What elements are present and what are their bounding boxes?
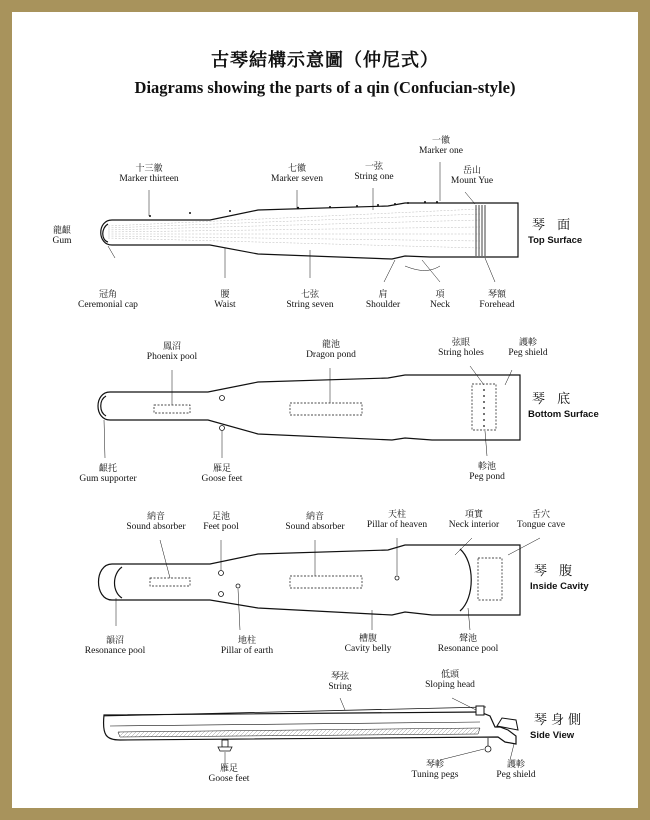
label-zh: 雁足 bbox=[212, 464, 232, 474]
label-tuning-pegs bbox=[412, 760, 459, 781]
label-en: Mount Yue bbox=[450, 176, 494, 187]
inside-cavity-outline bbox=[99, 545, 521, 615]
title-english: Diagrams showing the parts of a qin (Confucian-style) bbox=[134, 78, 516, 97]
label-zh: 聲池 bbox=[458, 634, 478, 644]
section-side-view bbox=[530, 713, 585, 742]
section-bottom-surface bbox=[528, 392, 599, 421]
label-waist bbox=[214, 290, 235, 311]
label-resonance-pool-1 bbox=[85, 636, 145, 657]
label-zh: 冠角 bbox=[98, 290, 118, 300]
label-zh: 齦托 bbox=[98, 464, 118, 474]
label-en: Pillar of earth bbox=[220, 646, 274, 657]
label-zh: 弦眼 bbox=[451, 338, 470, 348]
label-pillar-heaven bbox=[367, 510, 427, 531]
label-en: Peg pond bbox=[469, 472, 505, 483]
label-en: Shoulder bbox=[365, 300, 401, 311]
label-dragon-pond bbox=[306, 340, 356, 361]
label-string-holes bbox=[438, 338, 484, 359]
label-neck-interior bbox=[449, 510, 499, 531]
label-en: Cavity belly bbox=[344, 644, 392, 655]
label-en: String seven bbox=[286, 300, 334, 311]
inside-pillars bbox=[219, 571, 400, 597]
label-en: String holes bbox=[438, 348, 484, 359]
label-zh: 鳳沼 bbox=[162, 342, 181, 352]
label-en: String one bbox=[354, 172, 394, 183]
label-zh: 韻沼 bbox=[105, 636, 125, 646]
bottom-string-holes bbox=[483, 389, 485, 427]
bottom-leader-lines bbox=[104, 366, 512, 458]
label-zh: 護軫 bbox=[506, 760, 526, 770]
label-zh: 七弦 bbox=[300, 290, 320, 300]
label-zh: 七徽 bbox=[287, 164, 306, 174]
label-zh: 軫池 bbox=[477, 462, 496, 472]
label-en: Gum supporter bbox=[79, 474, 137, 485]
label-cavity-belly bbox=[345, 634, 392, 655]
label-string bbox=[328, 672, 351, 693]
label-en: Pillar of heaven bbox=[366, 520, 428, 531]
label-en: Sound absorber bbox=[126, 522, 186, 533]
section-inside-en: Inside Cavity bbox=[530, 580, 589, 592]
section-top-surface bbox=[528, 218, 582, 247]
label-pillar-earth bbox=[221, 636, 273, 657]
label-en: Neck bbox=[429, 300, 451, 311]
label-goose-feet-side bbox=[209, 764, 250, 785]
label-peg-shield-side bbox=[496, 760, 535, 781]
section-side-zh: 琴身側 bbox=[534, 713, 586, 728]
label-en: Feet pool bbox=[203, 522, 239, 533]
label-zh: 舌穴 bbox=[531, 510, 551, 520]
label-zh: 納音 bbox=[305, 512, 324, 522]
bottom-surface-features bbox=[154, 384, 496, 430]
label-phoenix-pool bbox=[147, 342, 197, 363]
section-bottom-en: Bottom Surface bbox=[528, 408, 599, 420]
label-zh: 琴弦 bbox=[330, 672, 350, 682]
label-en: Gum bbox=[52, 236, 72, 247]
label-zh: 項 bbox=[435, 290, 445, 300]
label-zh: 足池 bbox=[211, 512, 230, 522]
label-en: Resonance pool bbox=[437, 644, 499, 655]
section-top-zh: 琴 面 bbox=[532, 218, 575, 233]
top-surface-outline bbox=[101, 203, 518, 259]
label-marker-one bbox=[419, 136, 463, 157]
label-peg-shield-bottom bbox=[508, 338, 547, 359]
label-zh: 低頭 bbox=[440, 670, 459, 680]
label-zh: 琴軫 bbox=[425, 760, 444, 770]
label-en: Goose feet bbox=[208, 774, 250, 785]
side-view-pegs bbox=[218, 738, 491, 752]
label-zh: 龍池 bbox=[321, 340, 340, 350]
label-forehead bbox=[479, 290, 514, 311]
label-neck bbox=[430, 290, 450, 311]
top-surface-strings bbox=[108, 209, 480, 248]
label-sound-absorber-2 bbox=[285, 512, 344, 533]
label-en: Ceremonial cap bbox=[78, 300, 138, 311]
label-sound-absorber-1 bbox=[126, 512, 185, 533]
label-zh: 一弦 bbox=[364, 162, 384, 172]
label-en: Dragon pond bbox=[306, 350, 356, 361]
title-chinese: 古琴結構示意圖（仲尼式） bbox=[211, 50, 439, 71]
label-en: Waist bbox=[214, 300, 236, 311]
label-zh: 肩 bbox=[378, 290, 388, 300]
section-inside-cavity bbox=[530, 564, 589, 593]
label-tongue-cave bbox=[517, 510, 565, 531]
label-string-one bbox=[354, 162, 393, 183]
label-en: Tuning pegs bbox=[411, 770, 459, 781]
label-goose-feet-bottom bbox=[202, 464, 243, 485]
label-en: Peg shield bbox=[508, 348, 548, 359]
label-zh: 項實 bbox=[464, 510, 484, 520]
side-view-body bbox=[104, 712, 516, 744]
label-zh: 十三徽 bbox=[135, 164, 163, 174]
label-zh: 槽腹 bbox=[358, 634, 378, 644]
section-inside-zh: 琴 腹 bbox=[534, 564, 577, 579]
label-zh: 地柱 bbox=[237, 636, 257, 646]
label-mount-yue bbox=[451, 166, 493, 187]
label-zh: 天柱 bbox=[387, 510, 406, 520]
label-feet-pool bbox=[203, 512, 239, 533]
label-zh: 護軫 bbox=[518, 338, 538, 348]
label-en: Resonance pool bbox=[84, 646, 146, 657]
label-zh: 納音 bbox=[146, 512, 165, 522]
label-zh: 岳山 bbox=[462, 166, 482, 176]
label-en: Phoenix pool bbox=[146, 352, 198, 363]
label-marker-thirteen bbox=[119, 164, 178, 185]
label-zh: 雁足 bbox=[219, 764, 239, 774]
label-en: Forehead bbox=[479, 300, 515, 311]
label-en: Tongue cave bbox=[516, 520, 566, 531]
label-zh: 琴額 bbox=[487, 290, 507, 300]
label-resonance-pool-2 bbox=[438, 634, 498, 655]
label-gum bbox=[53, 226, 72, 247]
label-zh: 腰 bbox=[220, 290, 230, 300]
label-ceremonial-cap bbox=[78, 290, 138, 311]
label-string-seven bbox=[286, 290, 333, 311]
label-zh: 龍齦 bbox=[52, 226, 71, 236]
section-top-en: Top Surface bbox=[528, 234, 583, 246]
bottom-surface-outline bbox=[98, 375, 520, 440]
section-side-en: Side View bbox=[530, 729, 575, 741]
label-en: Neck interior bbox=[448, 520, 500, 531]
label-sloping-head bbox=[425, 670, 475, 691]
mount-yue-bridge bbox=[476, 205, 485, 256]
label-gum-supporter bbox=[79, 464, 136, 485]
label-zh: 一徽 bbox=[431, 136, 450, 146]
label-en: Peg shield bbox=[496, 770, 536, 781]
label-en: Goose feet bbox=[201, 474, 243, 485]
label-en: Sound absorber bbox=[285, 522, 345, 533]
label-en: Sloping head bbox=[425, 680, 475, 691]
label-peg-pond bbox=[469, 462, 505, 483]
section-bottom-zh: 琴 底 bbox=[532, 392, 575, 407]
label-marker-seven bbox=[271, 164, 323, 185]
label-en: Marker thirteen bbox=[119, 174, 179, 185]
bottom-goose-feet bbox=[220, 396, 225, 431]
label-shoulder bbox=[366, 290, 400, 311]
label-en: Marker seven bbox=[271, 174, 323, 185]
label-en: Marker one bbox=[418, 146, 464, 157]
label-en: String bbox=[328, 682, 352, 693]
